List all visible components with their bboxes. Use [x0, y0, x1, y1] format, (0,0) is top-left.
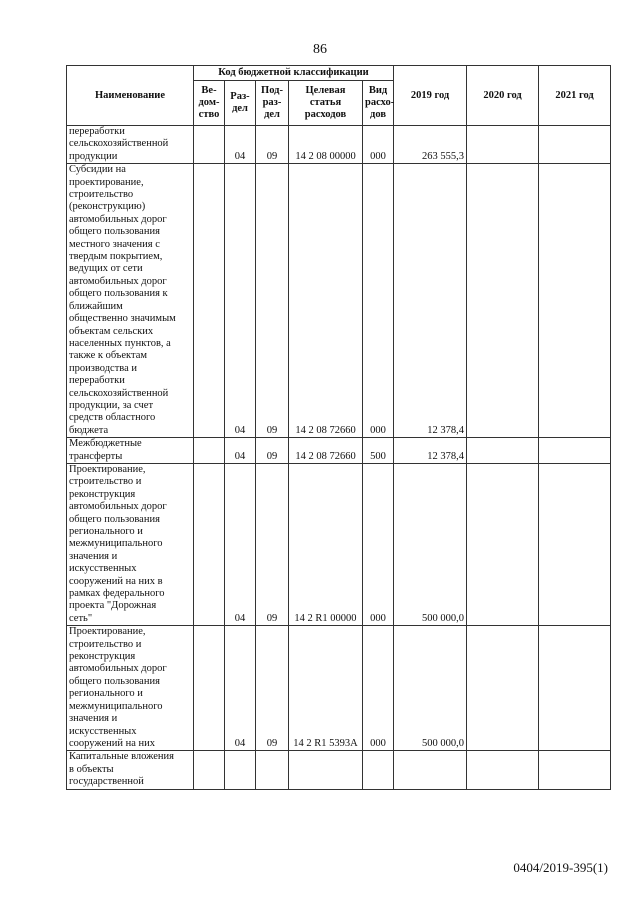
row-vid-rashodov: 000 [363, 126, 394, 164]
row-2020 [467, 626, 539, 751]
header-2021: 2021 год [539, 66, 611, 126]
header-vid-rashodov: Вид расхо- дов [363, 81, 394, 126]
row-2019: 500 000,0 [394, 463, 467, 625]
row-celevaya-statya [289, 751, 363, 789]
table-row [67, 438, 611, 464]
row-2020 [467, 438, 539, 464]
row-2019: 12 378,4 [394, 438, 467, 464]
row-razdel: 04 [225, 463, 256, 625]
table-row [67, 463, 611, 625]
table-row [67, 751, 611, 789]
row-vedomstvo [194, 164, 225, 438]
table-row [67, 626, 611, 751]
row-name: Проектирование, строительство и реконструкция автомобильных дорог общего пользования регионального и межмуниципального значения и искусственных сооружений на них в рамках федерального проекта "Дорожная сеть" [67, 463, 194, 625]
row-vedomstvo [194, 626, 225, 751]
row-razdel [225, 751, 256, 789]
budget-table [66, 65, 611, 790]
row-podrazdel: 09 [256, 164, 289, 438]
row-podrazdel [256, 751, 289, 789]
row-2020 [467, 463, 539, 625]
header-razdel: Раз- дел [225, 81, 256, 126]
header-name: Наименование [67, 66, 194, 126]
row-podrazdel: 09 [256, 626, 289, 751]
row-celevaya-statya: 14 2 08 72660 [289, 438, 363, 464]
row-vid-rashodov: 000 [363, 164, 394, 438]
row-2019: 12 378,4 [394, 164, 467, 438]
row-podrazdel: 09 [256, 438, 289, 464]
row-2020 [467, 751, 539, 789]
row-2020 [467, 126, 539, 164]
row-podrazdel: 09 [256, 126, 289, 164]
header-celevaya-statya: Целевая статья расходов [289, 81, 363, 126]
row-vedomstvo [194, 438, 225, 464]
row-podrazdel: 09 [256, 463, 289, 625]
table-row [67, 164, 611, 438]
row-vid-rashodov [363, 751, 394, 789]
document-code: 0404/2019-395(1) [513, 860, 608, 875]
row-celevaya-statya: 14 2 08 72660 [289, 164, 363, 438]
row-vedomstvo [194, 751, 225, 789]
header-podrazdel: Под- раз- дел [256, 81, 289, 126]
header-2019: 2019 год [394, 66, 467, 126]
row-name: переработки сельскохозяйственной продукции [67, 126, 194, 164]
row-celevaya-statya: 14 2 08 00000 [289, 126, 363, 164]
row-2021 [539, 126, 611, 164]
row-2021 [539, 438, 611, 464]
row-razdel: 04 [225, 126, 256, 164]
header-code-group: Код бюджетной классификации [194, 66, 394, 81]
row-razdel: 04 [225, 626, 256, 751]
row-celevaya-statya: 14 2 R1 00000 [289, 463, 363, 625]
row-celevaya-statya: 14 2 R1 5393A [289, 626, 363, 751]
header-vedomstvo: Ве- дом- ство [194, 81, 225, 126]
row-vid-rashodov: 000 [363, 463, 394, 625]
page-number: 86 [313, 42, 327, 57]
row-vid-rashodov: 500 [363, 438, 394, 464]
row-2021 [539, 164, 611, 438]
row-2021 [539, 751, 611, 789]
row-2021 [539, 463, 611, 625]
row-vedomstvo [194, 463, 225, 625]
row-name: Межбюджетные трансферты [67, 438, 194, 464]
row-name: Проектирование, строительство и реконструкция автомобильных дорог общего пользования регионального и межмуниципального значения и искусственных сооружений на них [67, 626, 194, 751]
row-2021 [539, 626, 611, 751]
row-2019: 500 000,0 [394, 626, 467, 751]
row-2019 [394, 751, 467, 789]
table-row [67, 126, 611, 164]
row-name: Субсидии на проектирование, строительство (реконструкцию) автомобильных дорог общего пользования местного значения с твердым покрытием, ведущих от сети автомобильных дорог общего пользования к ближайшим общественно значимым объектам сельских населенных пунктов, а также к объектам производства и переработки сельскохозяйственной продукции, за счет средств областного бюджета [67, 164, 194, 438]
row-vid-rashodov: 000 [363, 626, 394, 751]
row-vedomstvo [194, 126, 225, 164]
row-2019: 263 555,3 [394, 126, 467, 164]
row-razdel: 04 [225, 438, 256, 464]
row-2020 [467, 164, 539, 438]
row-name: Капитальные вложения в объекты государственной [67, 751, 194, 789]
row-razdel: 04 [225, 164, 256, 438]
header-2020: 2020 год [467, 66, 539, 126]
